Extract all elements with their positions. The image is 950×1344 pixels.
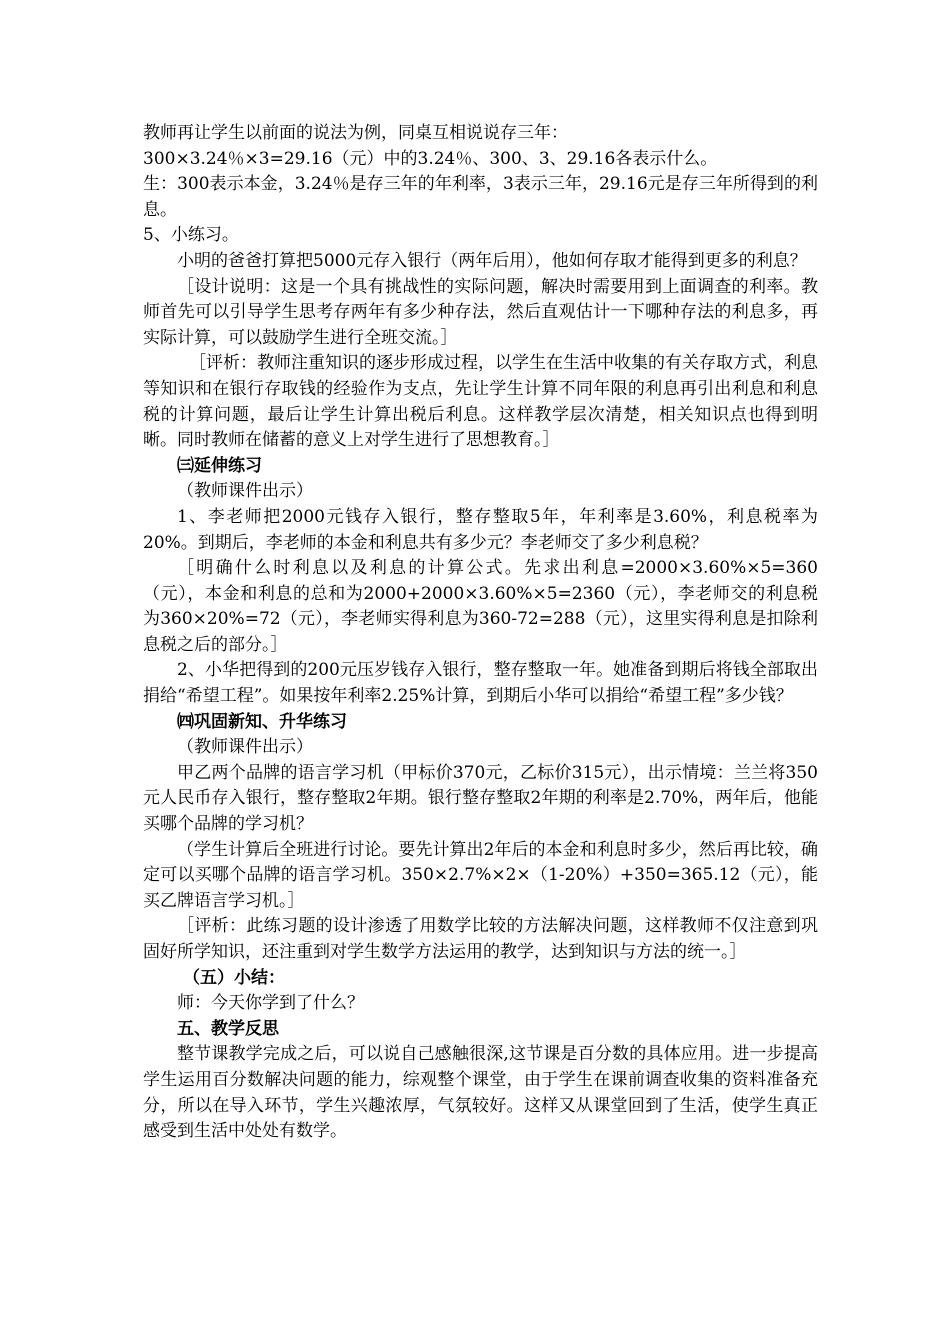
paragraph-review-1: ［评析：教师注重知识的逐步形成过程，以学生在生活中收集的有关存取方式，利息等知识和在银行存取钱的经验作为支点，先让学生计算不同年限的利息再引出利息和利息税的计算问题，最后让学生计算出税后利息。这样教学层次清楚，相关知识点也得到明晰。同时教师在储蓄的意义上对学生进行了思想教育。］ <box>143 353 818 451</box>
heading-consolidate: ㈣巩固新知、升华练习 <box>177 711 347 732</box>
paragraph-intro: 教师再让学生以前面的说法为例，同桌互相说说存三年： <box>143 123 568 143</box>
heading-summary: （五）小结： <box>183 967 285 988</box>
paragraph-question-2: 2、小华把得到的200元压岁钱存入银行，整存整取一年。她准备到期后将钱全部取出捐给“希望工程”。如果按年利率2.25%计算，到期后小华可以捐给“希望工程”多少钱？ <box>143 660 818 707</box>
paragraph-review-2: ［评析：此练习题的设计渗透了用数学比较的方法解决问题，这样教师不仅注意到巩固好所学知识，还注重到对学生数学方法运用的教学，达到知识与方法的统一。］ <box>143 916 818 962</box>
heading-teaching-reflection: 五、教学反思 <box>177 1018 279 1039</box>
paragraph-teacher-question: 师：今天你学到了什么？ <box>177 993 364 1014</box>
paragraph-question-3: 甲乙两个品牌的语言学习机（甲标价370元，乙标价315元），出示情境：兰兰将350元人民币存入银行，整存整取2年期。银行整存整取2年期的利率是2.70%，两年后，他能买哪个品牌的学习机？ <box>143 762 818 835</box>
paragraph-xiaoming: 小明的爸爸打算把5000元存入银行（两年后用），他如何存取才能得到更多的利息？ <box>177 250 807 271</box>
paragraph-formula: 300×3.24％×3=29.16（元）中的3.24％、300、3、29.16各表示什么。 <box>143 148 718 169</box>
paragraph-small-exercise: 5、小练习。 <box>143 225 239 246</box>
paragraph-student-answer: 生：300表示本金，3.24％是存三年的年利率，3表示三年，29.16元是存三年所得到的利息。 <box>143 174 818 220</box>
paragraph-design-note: ［设计说明：这是一个具有挑战性的实际问题，解决时需要用到上面调查的利率。教师首先可以引导学生思考存两年有多少种存法，然后直观估计一下哪种存法的利息多，再实际计算，可以鼓励学生进行全班交流。］ <box>143 276 818 348</box>
paragraph-question-1: 1、李老师把2000元钱存入银行，整存整取5年，年利率是3.60%，利息税率为20%。到期后，李老师的本金和利息共有多少元？李老师交了多少利息税？ <box>143 506 818 553</box>
paragraph-courseware-1: （教师课件出示） <box>177 481 313 502</box>
paragraph-answer-3: （学生计算后全班进行讨论。要先计算出2年后的本金和利息时多少，然后再比较，确定可以买哪个品牌的语言学习机。350×2.7%×2×（1-20%）+350=365.12（元），能买乙牌语言学习机。］ <box>143 839 818 911</box>
paragraph-answer-1: ［明确什么时利息以及利息的计算公式。先求出利息=2000×3.60%×5=360（元），本金和利息的总和为2000+2000×3.60%×5=2360（元），李老师交的利息税为360×20%=72（元），李老师实得利息为360-72=288（元），这里实得利息是扣除利息税之后的部分。］ <box>143 558 818 655</box>
paragraph-reflection: 整节课教学完成之后，可以说自己感触很深,这节课是百分数的具体应用。进一步提高学生运用百分数解决问题的能力，综观整个课堂，由于学生在课前调查收集的资料准备充分，所以在导入环节，学生兴趣浓厚，气氛较好。这样又从课堂回到了生活，使学生真正感受到生活中处处有数学。 <box>143 1044 818 1142</box>
paragraph-courseware-2: （教师课件出示） <box>177 737 313 758</box>
heading-extension-exercise: ㈢延伸练习 <box>177 455 262 476</box>
